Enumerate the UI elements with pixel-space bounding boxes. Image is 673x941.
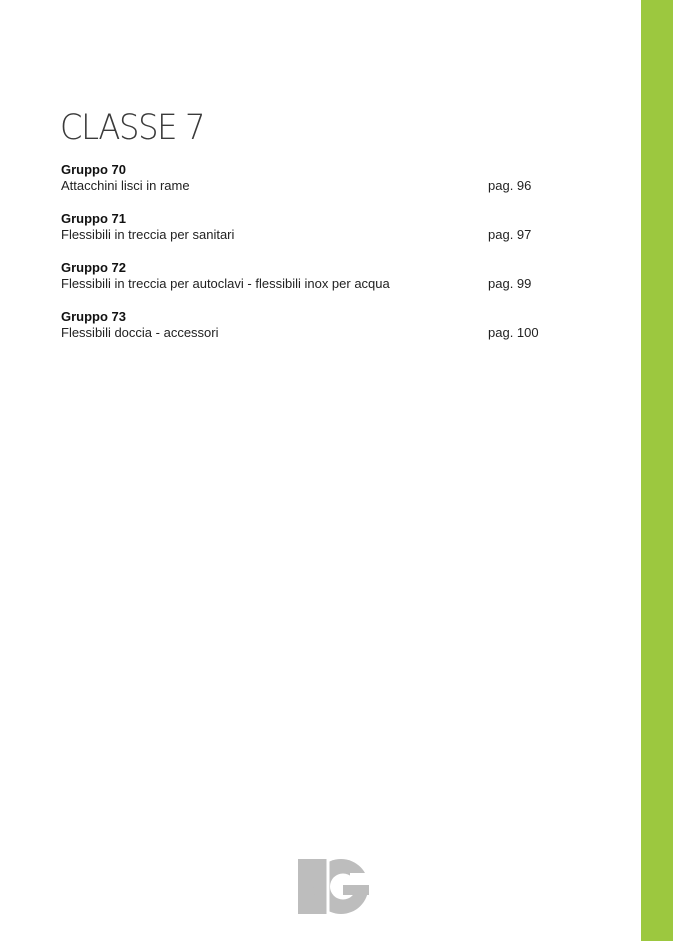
- group-description: Attacchini lisci in rame: [61, 178, 190, 193]
- group-page-ref: pag. 99: [488, 276, 532, 291]
- page-title: CLASSE 7: [60, 108, 205, 148]
- group-page-ref: pag. 97: [488, 227, 532, 242]
- group-name: Gruppo 72: [61, 260, 127, 275]
- group-name: Gruppo 71: [61, 211, 127, 226]
- group-description: Flessibili in treccia per autoclavi - flessibili inox per acqua: [61, 276, 390, 291]
- group-page-ref: pag. 96: [488, 178, 532, 193]
- table-of-contents: [61, 161, 621, 357]
- side-color-band: [641, 0, 673, 941]
- dg-logo-icon: [298, 859, 370, 914]
- toc-entry-gruppo-72: [61, 259, 621, 308]
- group-name: Gruppo 70: [61, 162, 127, 177]
- toc-entry-gruppo-70: [61, 161, 621, 210]
- group-description: Flessibili in treccia per sanitari: [61, 227, 235, 242]
- group-name: Gruppo 73: [61, 309, 127, 324]
- toc-entry-gruppo-71: [61, 210, 621, 259]
- group-page-ref: pag. 100: [488, 325, 539, 340]
- group-description: Flessibili doccia - accessori: [61, 325, 219, 340]
- toc-entry-gruppo-73: [61, 308, 621, 357]
